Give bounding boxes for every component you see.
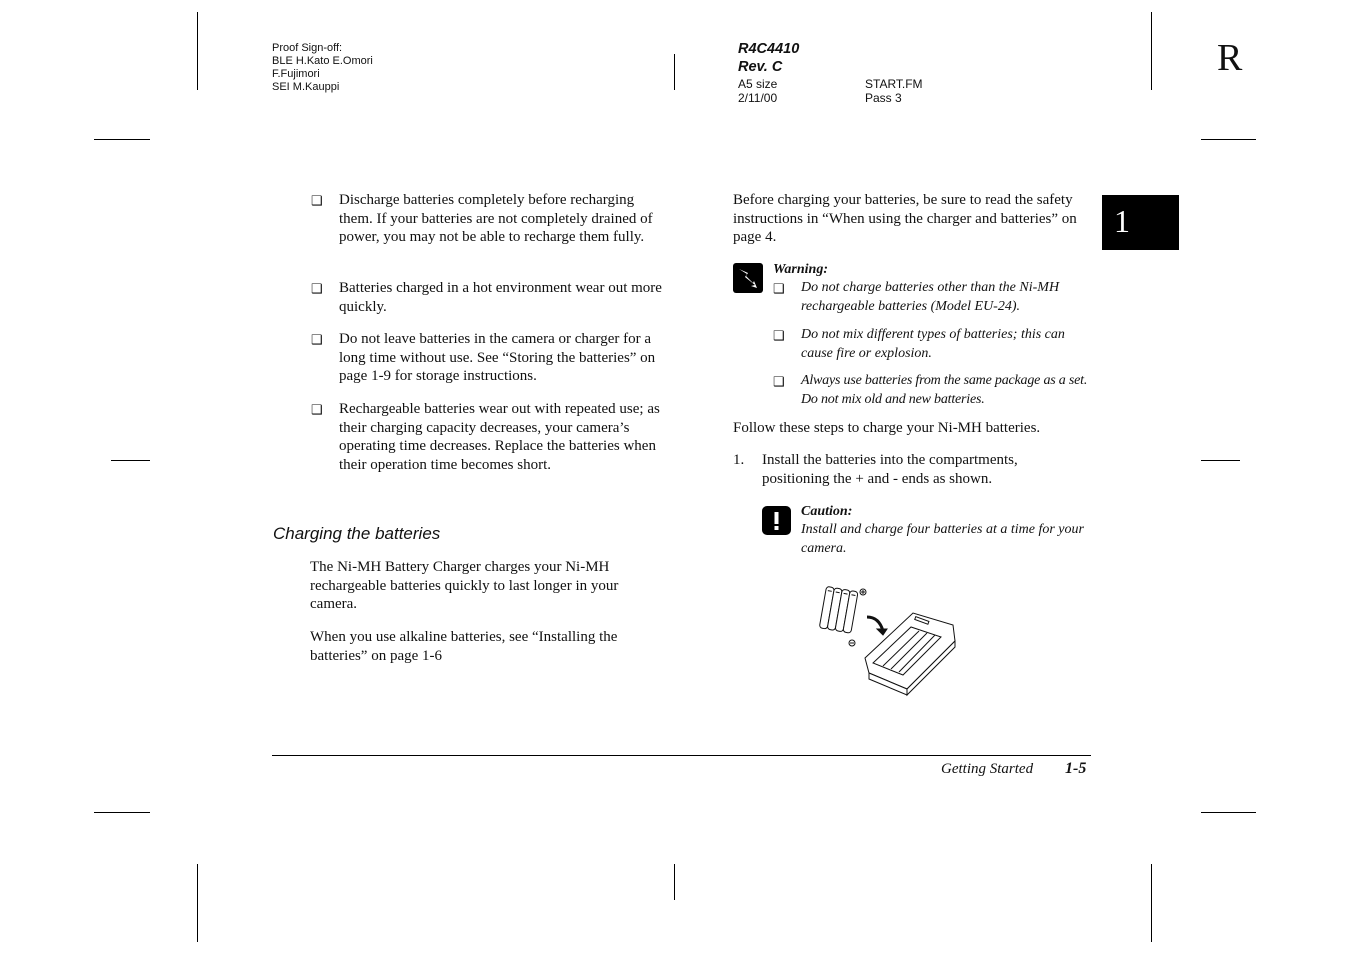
crop-mark: [1201, 460, 1240, 461]
bullet-text: Batteries charged in a hot environment wear out more quickly.: [339, 280, 662, 315]
list-item: [311, 330, 669, 386]
step-number: 1.: [733, 452, 745, 468]
warning-item: [773, 326, 1091, 363]
checkbox-bullet-icon: ❑: [773, 281, 785, 296]
crop-mark: [197, 12, 198, 90]
footer-section: Getting Started: [941, 761, 1034, 777]
warning-item: [773, 279, 1091, 316]
crop-mark: [94, 139, 150, 140]
doc-revision: Rev. C: [738, 59, 783, 75]
step-text: Install the batteries into the compartments, positioning the + and - ends as shown.: [762, 452, 1018, 487]
section-heading: Charging the batteries: [273, 524, 441, 543]
caution-text: Install and charge four batteries at a time for your camera.: [801, 522, 1084, 556]
checkbox-bullet-icon: ❑: [311, 193, 323, 208]
crop-mark: [111, 460, 150, 461]
warning-lightning-icon: [733, 263, 763, 293]
crop-mark: [1201, 139, 1256, 140]
crop-mark: [197, 864, 198, 942]
proof-line: F.Fujimori: [272, 68, 320, 80]
paragraph: When you use alkaline batteries, see “Installing the batteries” on page 1-6: [310, 629, 618, 664]
crop-mark: [1151, 12, 1152, 90]
proof-signoff: [272, 42, 373, 94]
warning-item: [773, 372, 1091, 409]
battery-charger-illustration: [815, 583, 963, 703]
warning-title: Warning:: [773, 262, 828, 277]
chapter-tab: [1102, 195, 1179, 250]
proof-line: BLE H.Kato E.Omori: [272, 55, 373, 67]
footer-rule: [272, 755, 1091, 756]
proof-line: SEI M.Kauppi: [272, 81, 340, 93]
checkbox-bullet-icon: ❑: [773, 374, 785, 389]
proof-line: Proof Sign-off:: [272, 42, 343, 54]
chapter-number: 1: [1114, 203, 1130, 239]
doc-pass: Pass 3: [865, 91, 902, 105]
list-item: [311, 191, 669, 247]
caution-exclamation-icon: [762, 506, 791, 535]
checkbox-bullet-icon: ❑: [311, 281, 323, 296]
crop-mark: [1151, 864, 1152, 942]
caution-title: Caution:: [801, 504, 853, 519]
crop-mark: [1201, 812, 1256, 813]
crop-mark: [674, 864, 675, 900]
intro-paragraph: Before charging your batteries, be sure to read the safety instructions in “When using the charger and batteries” on page 4.: [733, 192, 1077, 245]
warning-text: Do not mix different types of batteries; this can cause fire or explosion.: [801, 327, 1065, 361]
list-item: [311, 400, 669, 474]
crop-mark: [674, 54, 675, 90]
bullet-text: Discharge batteries completely before recharging them. If your batteries are not completely drained of power, you may not be able to recharge them fully.: [339, 192, 653, 245]
warning-text: Do not charge batteries other than the Ni-MH rechargeable batteries (Model EU-24).: [801, 280, 1060, 314]
corner-mark: R: [1217, 37, 1243, 79]
checkbox-bullet-icon: ❑: [311, 402, 323, 417]
paragraph: The Ni-MH Battery Charger charges your Ni-MH rechargeable batteries quickly to last longer in your camera.: [310, 559, 619, 612]
follow-text: Follow these steps to charge your Ni-MH batteries.: [733, 420, 1041, 436]
doc-size: A5 size: [738, 77, 778, 91]
doc-code: R4C4410: [738, 41, 800, 57]
bullet-text: Do not leave batteries in the camera or charger for a long time without use. See “Storing the batteries” on page 1-9 for storage instructions.: [339, 331, 656, 384]
warning-text: Always use batteries from the same package as a set. Do not mix old and new batteries.: [801, 373, 1088, 407]
checkbox-bullet-icon: ❑: [773, 328, 785, 343]
crop-mark: [94, 812, 150, 813]
page-number: 1-5: [1065, 760, 1087, 777]
doc-file: START.FM: [865, 77, 923, 91]
bullet-text: Rechargeable batteries wear out with repeated use; as their charging capacity decreases, your camera’s operating time decreases. Replace the batteries when their operation time becomes short.: [339, 401, 660, 473]
list-item: [311, 279, 669, 316]
checkbox-bullet-icon: ❑: [311, 332, 323, 347]
doc-date: 2/11/00: [738, 91, 778, 105]
